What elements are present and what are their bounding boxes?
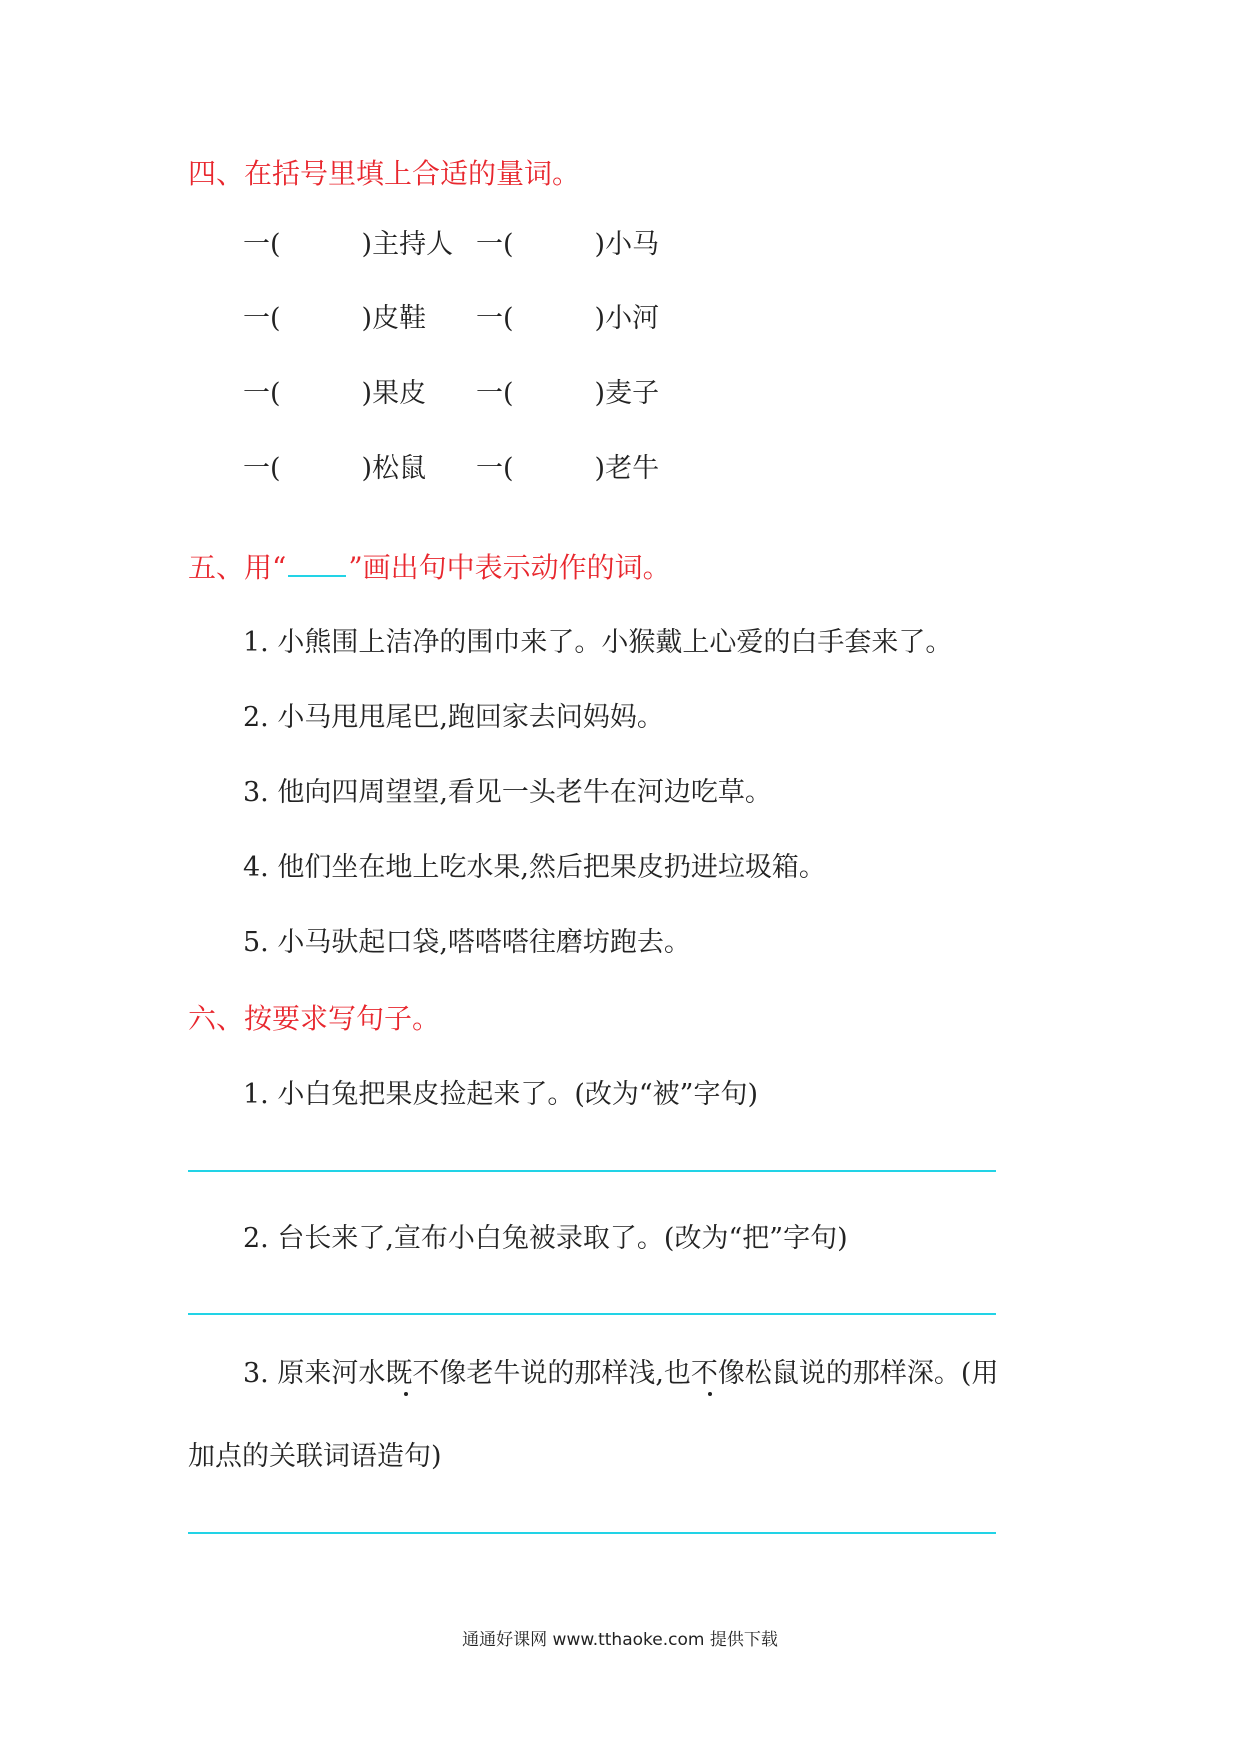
section6-heading: 六、按要求写句子。 <box>188 1002 441 1035</box>
section5-heading-prefix: 五、用“ <box>188 551 287 584</box>
underline-sample <box>288 553 346 577</box>
answer-line-1[interactable] <box>188 1170 996 1172</box>
page-footer: 通通好课网 www.tthaoke.com 提供下载 <box>462 1630 778 1650</box>
measure-word-item: 一( )小河 <box>476 303 660 334</box>
measure-word-item: 一( )老牛 <box>476 453 660 484</box>
measure-word-item: 一( )松鼠 <box>243 453 427 484</box>
question-2: 2. 台长来了,宣布小白兔被录取了。(改为“把”字句) <box>243 1223 848 1254</box>
question-1: 1. 小白兔把果皮捡起来了。(改为“被”字句) <box>243 1079 759 1110</box>
measure-word-item: 一( )麦子 <box>476 378 660 409</box>
sentence-item: 3. 他向四周望望,看见一头老牛在河边吃草。 <box>243 777 772 808</box>
section5-heading-suffix: ”画出句中表示动作的词。 <box>348 551 671 584</box>
section5-heading <box>188 546 671 586</box>
answer-line-2[interactable] <box>188 1313 996 1315</box>
answer-line-3[interactable] <box>188 1532 996 1534</box>
measure-word-item: 一( )小马 <box>476 229 660 260</box>
question-3-line2: 加点的关联词语造句) <box>188 1441 442 1472</box>
section4-heading: 四、在括号里填上合适的量词。 <box>188 157 581 190</box>
sentence-item: 1. 小熊围上洁净的围巾来了。小猴戴上心爱的白手套来了。 <box>243 627 953 658</box>
emphasis-dot <box>708 1392 712 1396</box>
measure-word-item: 一( )主持人 <box>243 229 454 260</box>
measure-word-item: 一( )果皮 <box>243 378 427 409</box>
sentence-item: 2. 小马甩甩尾巴,跑回家去问妈妈。 <box>243 702 664 733</box>
question-3-line1: 3. 原来河水既不像老牛说的那样浅,也不像松鼠说的那样深。(用 <box>243 1358 999 1389</box>
sentence-item: 4. 他们坐在地上吃水果,然后把果皮扔进垃圾箱。 <box>243 852 826 883</box>
measure-word-item: 一( )皮鞋 <box>243 303 427 334</box>
sentence-item: 5. 小马驮起口袋,嗒嗒嗒往磨坊跑去。 <box>243 927 691 958</box>
emphasis-dot <box>404 1392 408 1396</box>
